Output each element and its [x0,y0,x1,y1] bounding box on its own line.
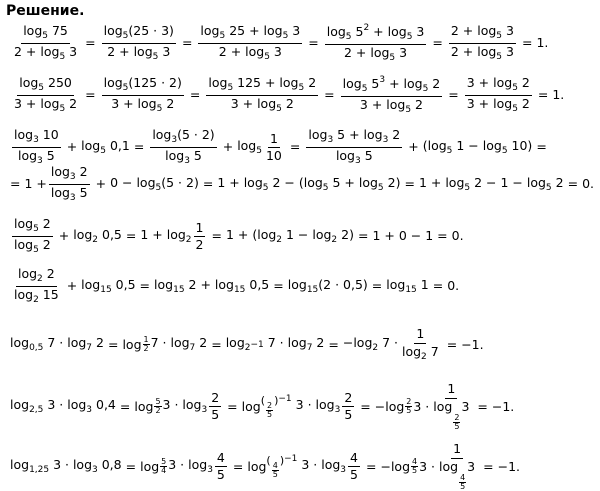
equation-line-6: $\frac{\log_2 2}{\log_2 15}$ + $\log_{15} 0,5$ = $\log_{15} 2 + \log_{15} 0,5$ = $\log_{15}(2 \cdot 0,5)$ = $\log_{15} 1$ = 0. [14,266,460,305]
equation-line-7: $\log_{0,5} 7 \cdot \log_7 2$ = log 1 2 $7 \cdot \log_7 2$ = $\log_{2-1} 7 \cdot \log_7 2$ = $-\log_2$ 7 · $\frac{1}{\log_2 7}$ = −1. [10,326,484,362]
equation-line-8: $\log_{2,5} 3 \cdot \log_3 0,4$ = log 5 2 $3 \cdot \log_3$ $\frac{2}{5}$ = log ( $\frac{2}{5}$ )−1 $3 \cdot \log_3$ $\frac{2}{5}$ = −log 2 5 3 · 1 log $\frac{2}{5}$ 3 = −1. [10,381,515,431]
equation-line-1: $\frac{\log_5 75}{2 + \log_5 3}$ = $\frac{\log_5(25 \cdot 3)}{2 + \log_5 3}$ = $\frac{\log_5 25 + \log_5 3}{2 + \log_5 3}$ = $\frac{\log_5 5^2 + \log_5 3}{2 + \log_5 3}$ = $\frac{2 + \log_5 3}{2 + \log_5 3}$ = 1. [14,23,549,63]
equation-line-9: $\log_{1,25} 3 \cdot \log_3 0,8$ = log 5 4 $3 \cdot \log_3$ $\frac{4}{5}$ = log ( $\frac{4}{5}$ )−1 $3 \cdot \log_3$ $\frac{4}{5}$ = −log 4 5 3 · 1 log $\frac{4}{5}$ 3 = −1. [10,441,520,491]
equation-line-3: $\frac{\log_3 10}{\log_3 5}$ + $\log_5 0,1$ = $\frac{\log_3(5 \cdot 2)}{\log_3 5}$ + $\log_5$ $\frac{1}{10}$ = $\frac{\log_3 5 + \log_3 2}{\log_3 5}$ + ($\log_5$ $1 - \log_5 10$) = [14,127,547,166]
solution-title: Решение. [6,3,85,19]
equation-line-2: $\frac{\log_5 250}{3 + \log_5 2}$ = $\frac{\log_5(125 \cdot 2)}{3 + \log_5 2}$ = $\frac{\log_5 125 + \log_5 2}{3 + \log_5 2}$ = $\frac{\log_5 5^3 + \log_5 2}{3 + \log_5 2}$ = $\frac{3 + \log_5 2}{3 + \log_5 2}$ = 1. [14,75,565,115]
equation-line-5: $\frac{\log_5 2}{\log_5 2}$ + $\log_2 0,5$ = $1 + \log_2$ $\frac{1}{2}$ = $1 + (\log_2$ $1 - \log_2 2$) = 1 + 0 − 1 = 0. [14,216,464,255]
equation-line-4: = 1 + $\frac{\log_3 2}{\log_3 5}$ + $0 - \log_5(5 \cdot 2)$ = $1 + \log_5 2 - (\log_5$ $5 + \log_5 2$) = $1 + \log_5 2 - 1 - \log_5 2$ = 0. [10,164,594,203]
